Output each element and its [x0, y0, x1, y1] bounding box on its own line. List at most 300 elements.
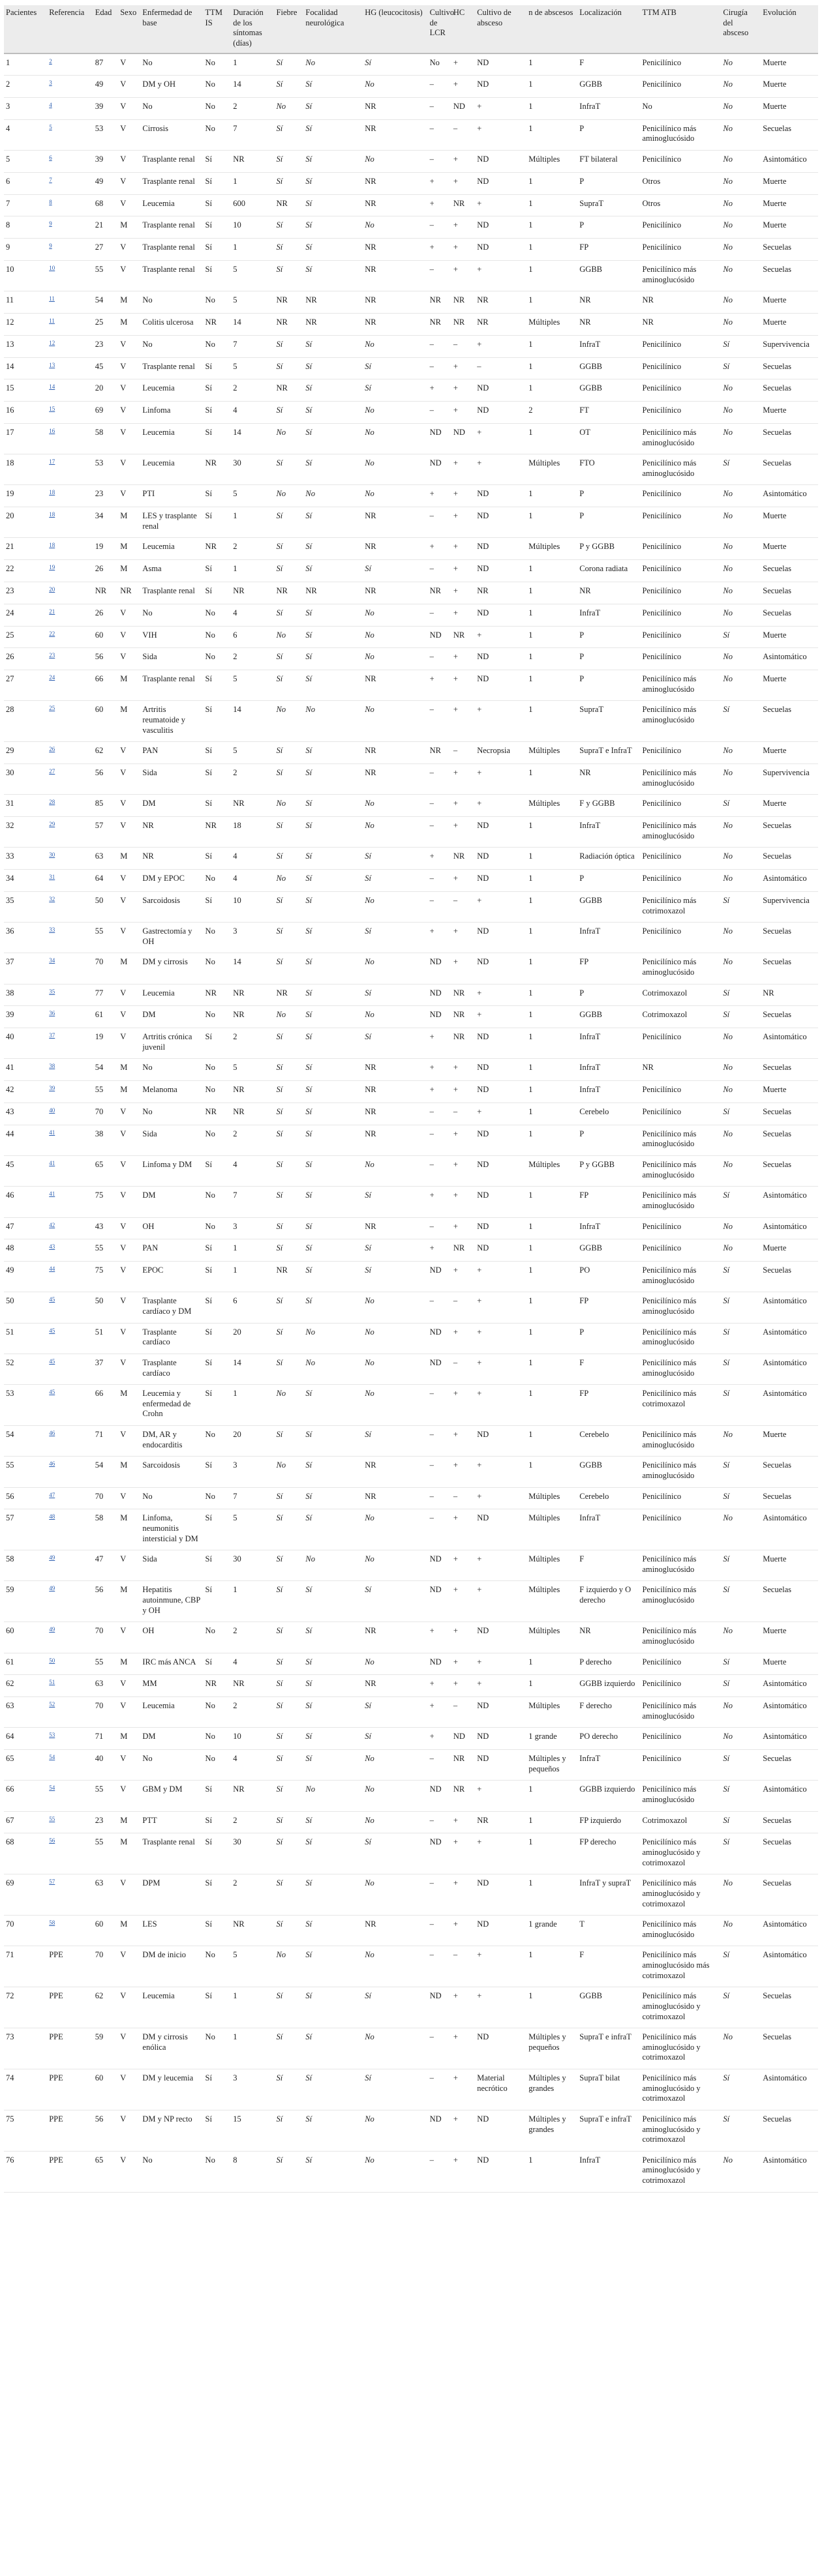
table-cell: P [577, 1323, 640, 1354]
table-cell: 3 [231, 2069, 274, 2110]
table-cell: 1 [526, 984, 577, 1006]
table-cell: Penicilínico [640, 626, 721, 648]
table-cell: Penicilínico más aminoglucósido [640, 1457, 721, 1487]
table-cell: 3 [231, 1457, 274, 1487]
reference-link[interactable]: 5 [49, 123, 52, 130]
table-cell: + [451, 1457, 475, 1487]
table-cell: Sí [303, 1081, 363, 1103]
table-cell: MM [140, 1675, 203, 1697]
table-cell: No [721, 1239, 761, 1262]
table-cell: Sí [275, 923, 304, 953]
table-cell: Sí [275, 261, 304, 291]
table-cell: Penicilínico más aminoglucósido [640, 1697, 721, 1728]
table-cell: M [118, 1059, 140, 1081]
table-cell: + [451, 1385, 475, 1426]
table-cell: Sí [721, 984, 761, 1006]
table-cell: PTT [140, 1811, 203, 1833]
reference-link[interactable]: 50 [49, 1657, 55, 1664]
table-cell: Trasplante renal [140, 582, 203, 604]
table-cell: Sí [275, 1239, 304, 1262]
table-cell: 22 [4, 560, 47, 582]
reference-link[interactable]: 9 [49, 220, 52, 228]
reference-link[interactable]: 45 [49, 1327, 55, 1334]
table-cell: 41 [4, 1059, 47, 1081]
table-cell: + [475, 701, 526, 742]
table-cell: PPE [47, 2028, 93, 2069]
reference-link[interactable]: 38 [49, 1063, 55, 1070]
table-cell: – [428, 1156, 451, 1187]
reference-link[interactable]: 56 [49, 1837, 55, 1844]
table-cell: Múltiples y pequeños [526, 1750, 577, 1781]
table-cell: Sí [303, 357, 363, 379]
table-cell: 58 [4, 1550, 47, 1581]
table-row [4, 1156, 818, 1187]
reference-link[interactable]: 36 [49, 1010, 55, 1017]
table-cell: Sí [204, 1239, 232, 1262]
table-row [4, 870, 818, 892]
table-cell: No [303, 1781, 363, 1811]
table-cell: Leucemia [140, 379, 203, 402]
table-cell: V [118, 984, 140, 1006]
table-cell: 15 [231, 2110, 274, 2151]
table-cell: LES y trasplante renal [140, 507, 203, 538]
reference-link[interactable]: 40 [49, 1107, 55, 1114]
reference-link[interactable]: 41 [49, 1129, 55, 1136]
table-cell: Muerte [761, 1426, 818, 1457]
table-cell: V [118, 1426, 140, 1457]
table-cell: 10 [231, 891, 274, 922]
reference-link[interactable]: 32 [49, 895, 55, 902]
reference-link[interactable]: 46 [49, 1430, 55, 1436]
table-cell: Sí [303, 1103, 363, 1125]
table-cell: No [721, 1697, 761, 1728]
table-cell: 1 [526, 1187, 577, 1217]
table-cell: NR [451, 291, 475, 314]
reference-link[interactable]: 49 [49, 1554, 55, 1562]
table-cell: 51 [4, 1323, 47, 1354]
table-cell: + [428, 848, 451, 870]
table-cell: ND [475, 1156, 526, 1187]
table-cell: No [721, 261, 761, 291]
table-cell: No [363, 2028, 427, 2069]
table-cell: Penicilínico más aminoglucósido [640, 261, 721, 291]
table-cell: SupraT e infraT [577, 2110, 640, 2151]
reference-link[interactable]: 23 [49, 652, 55, 659]
table-cell: No [204, 98, 232, 120]
reference-link[interactable]: 28 [49, 799, 55, 806]
table-row [4, 1125, 818, 1155]
table-cell: Asintomático [761, 1675, 818, 1697]
header-cell: Referencia [47, 5, 93, 53]
reference-link[interactable]: 25 [49, 705, 55, 712]
table-cell: Sí [721, 1487, 761, 1509]
table-cell: NR [451, 194, 475, 216]
table-cell: NR [93, 582, 118, 604]
table-cell: Múltiples [526, 742, 577, 764]
table-cell: – [451, 1354, 475, 1384]
table-cell: Sí [303, 151, 363, 173]
table-cell: NR [275, 194, 304, 216]
table-cell: ND [475, 2151, 526, 2192]
table-cell: Secuelas [761, 423, 818, 454]
table-cell: ND [475, 1125, 526, 1155]
table-cell: No [275, 1457, 304, 1487]
table-cell: Sí [363, 1987, 427, 2028]
reference-link[interactable]: 11 [49, 318, 55, 325]
reference-link[interactable]: 9 [49, 243, 52, 250]
reference-cell [47, 1059, 93, 1081]
reference-link[interactable]: 2 [49, 57, 52, 65]
table-cell: P [577, 648, 640, 670]
table-cell: Sí [721, 1457, 761, 1487]
table-cell: 66 [93, 670, 118, 701]
table-cell: Asintomático [761, 1781, 818, 1811]
table-cell: Secuelas [761, 1487, 818, 1509]
reference-link[interactable]: 6 [49, 155, 52, 162]
table-cell: Secuelas [761, 923, 818, 953]
table-cell: Sí [721, 701, 761, 742]
table-cell: P [577, 172, 640, 194]
table-row [4, 764, 818, 795]
reference-link[interactable]: 33 [49, 926, 55, 934]
table-cell: Gastrectomía y OH [140, 923, 203, 953]
reference-link[interactable]: 10 [49, 265, 55, 271]
table-row [4, 1239, 818, 1262]
table-cell: V [118, 1697, 140, 1728]
reference-link[interactable]: 11 [49, 295, 55, 303]
table-cell: 1 [231, 1385, 274, 1426]
table-cell: Sí [275, 670, 304, 701]
table-cell: M [118, 1728, 140, 1750]
table-row [4, 1509, 818, 1550]
reference-link[interactable]: 34 [49, 957, 55, 964]
table-cell: + [451, 764, 475, 795]
table-cell: Sida [140, 648, 203, 670]
table-cell: Trasplante cardíaco [140, 1354, 203, 1384]
table-cell: Sí [363, 923, 427, 953]
table-cell: Penicilínico [640, 1217, 721, 1239]
table-row [4, 891, 818, 922]
table-cell: No [363, 1156, 427, 1187]
table-cell: 5 [231, 742, 274, 764]
table-row [4, 1916, 818, 1946]
table-cell: 73 [4, 2028, 47, 2069]
table-cell: No [204, 1487, 232, 1509]
reference-link[interactable]: 12 [49, 339, 55, 346]
reference-link[interactable]: 51 [49, 1679, 55, 1686]
table-cell: ND [475, 1426, 526, 1457]
reference-link[interactable]: 49 [49, 1585, 55, 1592]
table-cell: No [204, 1217, 232, 1239]
reference-link[interactable]: 22 [49, 630, 55, 637]
table-cell: Sí [275, 1217, 304, 1239]
reference-link[interactable]: 27 [49, 768, 55, 775]
table-cell: Penicilínico [640, 795, 721, 817]
table-cell: ND [475, 485, 526, 507]
table-cell: + [475, 119, 526, 150]
table-cell: No [140, 1059, 203, 1081]
table-cell: – [428, 1874, 451, 1916]
table-cell: No [363, 1006, 427, 1028]
table-cell: – [428, 98, 451, 120]
table-cell: Secuelas [761, 1874, 818, 1916]
table-cell: ND [475, 923, 526, 953]
table-cell: V [118, 870, 140, 892]
reference-link[interactable]: 53 [49, 1732, 55, 1739]
header-cell: Sexo [118, 5, 140, 53]
table-cell: No [275, 701, 304, 742]
reference-link[interactable]: 14 [49, 383, 55, 391]
table-cell: Trasplante renal [140, 670, 203, 701]
reference-link[interactable]: 30 [49, 851, 55, 859]
reference-link[interactable]: 18 [49, 542, 55, 549]
table-cell: Sí [204, 2069, 232, 2110]
table-cell: 38 [93, 1125, 118, 1155]
table-cell: Múltiples [526, 1550, 577, 1581]
table-cell: Múltiples y grandes [526, 2110, 577, 2151]
table-cell: 6 [4, 172, 47, 194]
reference-link[interactable]: 54 [49, 1784, 55, 1792]
table-cell: 14 [231, 953, 274, 984]
table-cell: Secuelas [761, 379, 818, 402]
table-cell: ND [428, 423, 451, 454]
table-cell: 61 [93, 1006, 118, 1028]
reference-link[interactable]: 17 [49, 458, 55, 466]
reference-link[interactable]: 42 [49, 1221, 55, 1228]
reference-link[interactable]: 45 [49, 1389, 55, 1396]
table-row [4, 604, 818, 626]
table-cell: 56 [93, 2110, 118, 2151]
table-cell: 47 [93, 1550, 118, 1581]
reference-link[interactable]: 45 [49, 1357, 55, 1365]
table-cell: – [428, 795, 451, 817]
table-cell: Múltiples [526, 795, 577, 817]
reference-link[interactable]: 55 [49, 1815, 55, 1822]
table-cell: V [118, 742, 140, 764]
table-cell: Asintomático [761, 1292, 818, 1323]
table-cell: 45 [4, 1156, 47, 1187]
table-cell: No [721, 172, 761, 194]
table-cell: + [451, 1323, 475, 1354]
table-cell: – [475, 357, 526, 379]
table-cell: Secuelas [761, 1811, 818, 1833]
table-cell: 57 [93, 817, 118, 848]
reference-link[interactable]: 8 [49, 198, 52, 205]
table-cell: DM de inicio [140, 1946, 203, 1987]
table-cell: ND [475, 1239, 526, 1262]
table-cell: 1 [526, 1987, 577, 2028]
table-cell: Sí [721, 626, 761, 648]
table-cell: Sí [363, 53, 427, 76]
table-cell: 60 [93, 2069, 118, 2110]
table-cell: ND [475, 953, 526, 984]
reference-link[interactable]: 41 [49, 1160, 55, 1167]
reference-cell [47, 1262, 93, 1292]
reference-link[interactable]: 31 [49, 874, 55, 881]
table-cell: 27 [4, 670, 47, 701]
table-cell: NR [577, 314, 640, 336]
table-cell: + [451, 1125, 475, 1155]
table-row [4, 1457, 818, 1487]
reference-link[interactable]: 20 [49, 586, 55, 593]
table-cell: 30 [231, 454, 274, 485]
table-cell: V [118, 402, 140, 424]
reference-cell [47, 151, 93, 173]
table-cell: M [118, 1811, 140, 1833]
table-cell: 75 [4, 2110, 47, 2151]
table-cell: Penicilínico [640, 402, 721, 424]
table-cell: Sí [275, 76, 304, 98]
table-row [4, 261, 818, 291]
table-cell: 27 [93, 239, 118, 261]
table-cell: ND [475, 1081, 526, 1103]
table-cell: + [451, 1622, 475, 1653]
reference-link[interactable]: 52 [49, 1701, 55, 1708]
reference-link[interactable]: 57 [49, 1878, 55, 1886]
table-cell: Otros [640, 172, 721, 194]
reference-link[interactable]: 4 [49, 102, 52, 109]
table-cell: No [275, 626, 304, 648]
table-cell: Sí [204, 402, 232, 424]
table-cell: Sí [275, 848, 304, 870]
table-cell: No [363, 2110, 427, 2151]
reference-link[interactable]: 45 [49, 1296, 55, 1303]
reference-link[interactable]: 46 [49, 1460, 55, 1468]
table-cell: Secuelas [761, 261, 818, 291]
table-row [4, 454, 818, 485]
reference-cell [47, 1028, 93, 1059]
table-cell: 1 [526, 848, 577, 870]
table-cell: V [118, 1987, 140, 2028]
reference-link[interactable]: 7 [49, 176, 52, 183]
reference-link[interactable]: 41 [49, 1191, 55, 1198]
table-cell: F derecho [577, 1697, 640, 1728]
table-cell: 1 [231, 1262, 274, 1292]
table-row [4, 357, 818, 379]
table-cell: Secuelas [761, 1750, 818, 1781]
table-cell: + [428, 923, 451, 953]
table-cell: ND [475, 1916, 526, 1946]
table-cell: V [118, 795, 140, 817]
table-cell: 30 [231, 1833, 274, 1874]
reference-link[interactable]: 39 [49, 1085, 55, 1092]
table-row [4, 1217, 818, 1239]
table-cell: 1 [526, 1125, 577, 1155]
reference-cell [47, 848, 93, 870]
reference-link[interactable]: 18 [49, 489, 55, 496]
table-cell: Sí [303, 742, 363, 764]
reference-link[interactable]: 24 [49, 674, 55, 681]
table-cell: + [451, 795, 475, 817]
table-cell: Sí [303, 2069, 363, 2110]
table-cell: 1 [526, 560, 577, 582]
table-cell: 49 [93, 76, 118, 98]
table-cell: + [451, 2069, 475, 2110]
table-cell: 34 [4, 870, 47, 892]
table-cell: Artritis reumatoide y vasculitis [140, 701, 203, 742]
table-cell: 5 [231, 291, 274, 314]
table-cell: DM y OH [140, 76, 203, 98]
table-cell: Penicilínico más aminoglucósido [640, 953, 721, 984]
reference-link[interactable]: 15 [49, 406, 55, 413]
reference-link[interactable]: 44 [49, 1266, 55, 1273]
table-cell: No [204, 1081, 232, 1103]
reference-link[interactable]: 54 [49, 1754, 55, 1761]
reference-cell [47, 1081, 93, 1103]
table-cell: 1 [526, 1103, 577, 1125]
table-cell: ND [428, 1987, 451, 2028]
reference-link[interactable]: 26 [49, 746, 55, 753]
table-cell: 55 [93, 1781, 118, 1811]
table-row [4, 795, 818, 817]
table-cell: Secuelas [761, 1006, 818, 1028]
reference-link[interactable]: 16 [49, 427, 55, 434]
table-cell: V [118, 485, 140, 507]
table-cell: – [428, 216, 451, 239]
reference-link[interactable]: 47 [49, 1491, 55, 1498]
reference-link[interactable]: 21 [49, 608, 55, 615]
reference-link[interactable]: 19 [49, 564, 55, 571]
table-cell: V [118, 76, 140, 98]
reference-link[interactable]: 43 [49, 1243, 55, 1251]
table-row [4, 507, 818, 538]
table-cell: Cotrimoxazol [640, 1006, 721, 1028]
reference-link[interactable]: 49 [49, 1626, 55, 1633]
table-cell: Múltiples [526, 1697, 577, 1728]
table-cell: + [451, 172, 475, 194]
table-row [4, 1426, 818, 1457]
table-cell: 77 [93, 984, 118, 1006]
table-cell: 60 [93, 1916, 118, 1946]
table-cell: 53 [4, 1385, 47, 1426]
table-cell: 36 [4, 923, 47, 953]
reference-link[interactable]: 35 [49, 988, 55, 995]
table-cell: 1 [526, 423, 577, 454]
table-cell: No [204, 119, 232, 150]
table-cell: 1 [526, 216, 577, 239]
table-cell: 1 [526, 870, 577, 892]
table-cell: ND [475, 604, 526, 626]
table-cell: PPE [47, 2110, 93, 2151]
table-cell: No [204, 923, 232, 953]
table-cell: + [475, 764, 526, 795]
table-cell: No [428, 53, 451, 76]
table-cell: + [451, 604, 475, 626]
reference-cell [47, 172, 93, 194]
reference-link[interactable]: 37 [49, 1032, 55, 1039]
table-cell: Penicilínico [640, 870, 721, 892]
table-cell: No [721, 870, 761, 892]
reference-link[interactable]: 58 [49, 1919, 55, 1927]
table-cell: No [363, 1811, 427, 1833]
reference-cell [47, 1292, 93, 1323]
table-cell: Asintomático [761, 648, 818, 670]
table-cell: PO derecho [577, 1728, 640, 1750]
table-cell: Sí [721, 795, 761, 817]
reference-link[interactable]: 18 [49, 511, 55, 518]
table-cell: Penicilínico más aminoglucósido [640, 454, 721, 485]
table-cell: 14 [4, 357, 47, 379]
reference-link[interactable]: 13 [49, 361, 55, 368]
table-cell: Sí [275, 239, 304, 261]
table-cell: No [204, 604, 232, 626]
table-cell: Penicilínico [640, 1675, 721, 1697]
table-cell: Sí [204, 1509, 232, 1550]
reference-link[interactable]: 48 [49, 1513, 55, 1520]
reference-link[interactable]: 3 [49, 80, 52, 87]
reference-link[interactable]: 29 [49, 821, 55, 828]
table-cell: Sí [303, 216, 363, 239]
